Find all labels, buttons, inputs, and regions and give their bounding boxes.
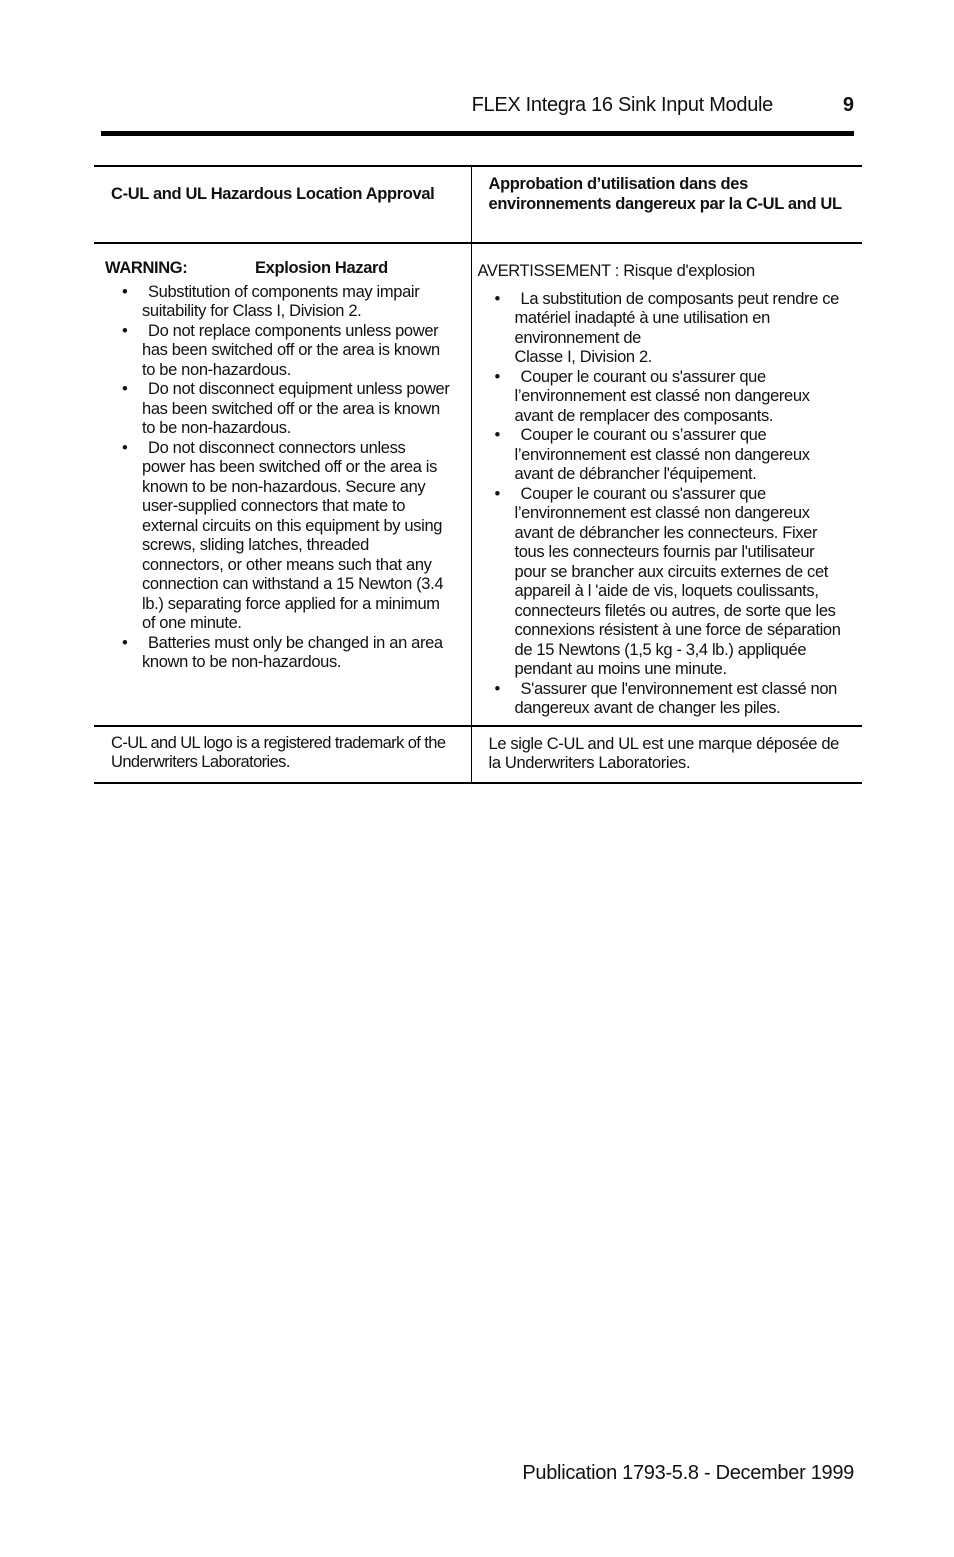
bullet-icon: • [494, 289, 500, 308]
list-item: • Couper le courant ou s’assurer que l’environnement est classé non dangereux avant de débrancher l'équipement. [494, 426, 810, 483]
warning-heading [105, 259, 465, 279]
english-warning-list [105, 283, 465, 673]
bullet-icon: • [122, 321, 128, 340]
list-item: • La substitution de composants peut rendre ce matériel inadapté à une utilisation en environnement de Classe I, Division 2. [494, 289, 839, 366]
bullet-icon: • [122, 282, 128, 301]
english-header-cell: C-UL and UL Hazardous Location Approval [94, 166, 471, 243]
bullet-icon: • [494, 679, 500, 698]
english-trademark-note: C-UL and UL logo is a registered trademark of the Underwriters Laboratories. [94, 726, 471, 783]
avertissement-heading: AVERTISSEMENT : Risque d'explosion [477, 262, 755, 280]
list-item: • Substitution of components may impair suitability for Class I, Division 2. [122, 282, 420, 320]
warning-label: WARNING: [105, 259, 188, 277]
bullet-icon: • [494, 426, 500, 444]
publication-footer: Publication 1793-5.8 - December 1999 [522, 1462, 854, 1484]
list-item: • Batteries must only be changed in an area known to be non-hazardous. [122, 633, 443, 671]
french-warning-cell [471, 243, 862, 726]
list-item: • Do not replace components unless power has been switched off or the area is known to be non-hazardous. [122, 321, 440, 379]
list-item: • S'assurer que l'environnement est classé non dangereux avant de changer les piles. [494, 679, 838, 717]
bullet-icon: • [122, 633, 128, 652]
bullet-icon: • [494, 367, 500, 386]
table-footer-row [94, 726, 862, 783]
french-warning-list [478, 290, 855, 719]
bullet-icon: • [494, 484, 500, 503]
french-trademark-note: Le sigle C-UL and UL est une marque déposée de la Underwriters Laboratories. [471, 726, 862, 783]
table-header-row [94, 166, 862, 243]
french-header-cell: Approbation d’utilisation dans des environnements dangereux par la C-UL and UL [471, 166, 862, 243]
list-item: • Couper le courant ou s'assurer que l’environnement est classé non dangereux avant de débrancher les connecteurs. Fixer tous les connecteurs fournis par l'utilisateur pour se brancher aux circuits externes de cet appareil à l 'aide de vis, loquets coulissants, connecteurs filetés ou autres, de sorte que les connexions résistent à une force de séparation de 15 Newtons (1,5 kg - 3,4 lb.) appliquée pendant au moins une minute. [494, 484, 841, 678]
header-rule [101, 131, 854, 136]
list-item: • Do not disconnect equipment unless power has been switched off or the area is known to be non-hazardous. [122, 380, 450, 437]
table-body-row [94, 243, 862, 726]
page-number: 9 [842, 94, 854, 116]
page-header-title: FLEX Integra 16 Sink Input Module [471, 94, 773, 116]
warning-title: Explosion Hazard [255, 259, 388, 277]
hazardous-location-approval-table [94, 165, 862, 784]
list-item: • Do not disconnect connectors unless power has been switched off or the area is known to be non-hazardous. Secure any user-supplied connectors that mate to external circuits on this equipment by using screws, sliding latches, threaded connectors, or other means such that any connection can withstand a 15 Newton (3.4 lb.) separating force applied for a minimum of one minute. [122, 438, 444, 632]
bullet-icon: • [122, 438, 128, 457]
english-warning-cell [94, 243, 471, 726]
list-item: • Couper le courant ou s'assurer que l’environnement est classé non dangereux avant de remplacer des composants. [494, 367, 810, 425]
bullet-icon: • [122, 380, 128, 398]
